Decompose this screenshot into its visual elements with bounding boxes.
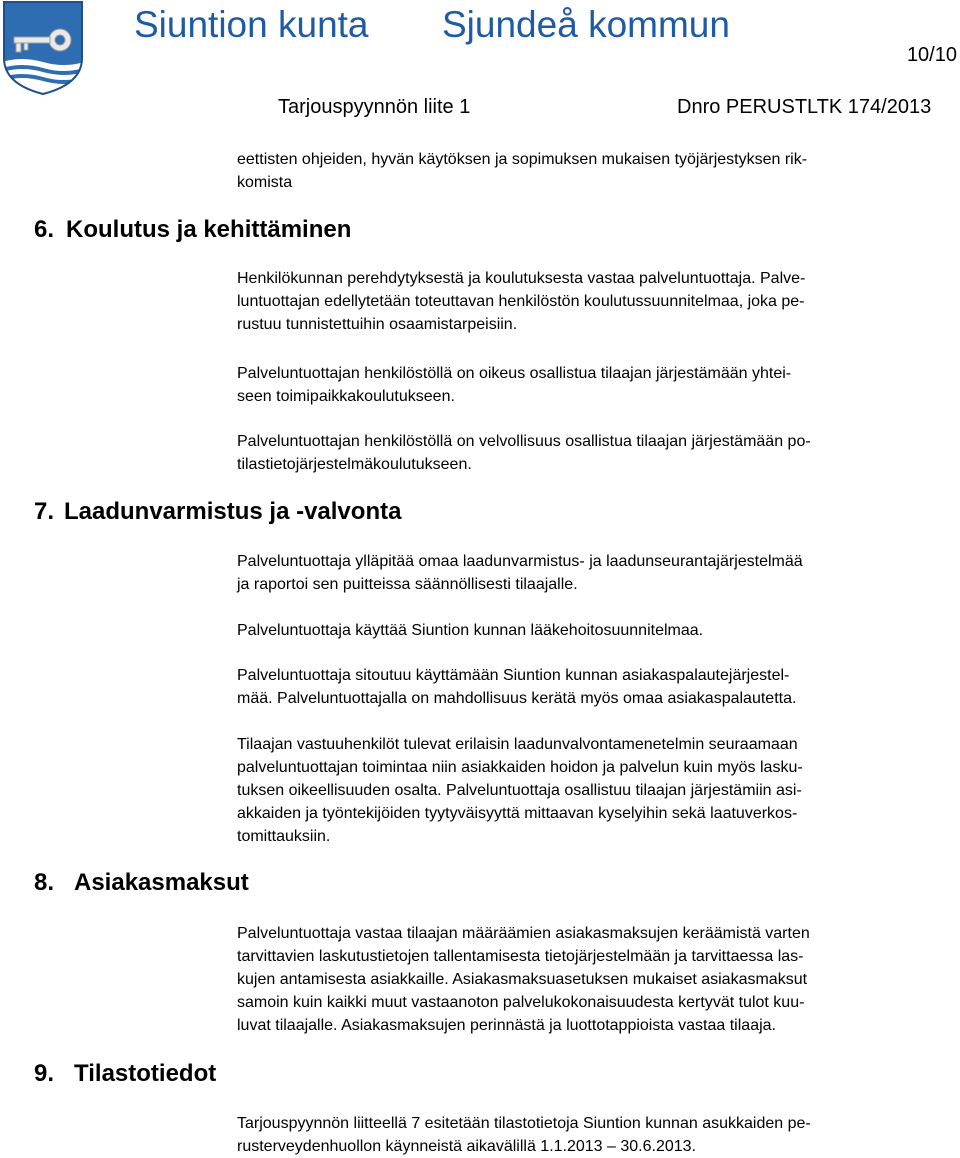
- section-heading-9: [34, 1060, 216, 1088]
- text-line: samoin kuin kaikki muut vastaanoton palvelukokonaisuudesta kertyvät tulot kuu-: [237, 994, 805, 1011]
- section-title: Laadunvarmistus ja -valvonta: [64, 498, 402, 525]
- text-line: tuksen oikeellisuuden osalta. Palveluntuottaja osallistuu tilaajan järjestämiin asi-: [237, 782, 802, 799]
- section-heading-6: [34, 216, 351, 244]
- text-line: tarvittavien laskutustietojen tallentamisesta tietojärjestelmään ja tarvittaessa las-: [237, 948, 804, 965]
- text-line: Palveluntuottaja sitoutuu käyttämään Siuntion kunnan asiakaspalautejärjestel-: [237, 667, 790, 684]
- section-title: Asiakasmaksut: [74, 869, 249, 896]
- text-line: luntuottajan edellytetään toteuttavan henkilöstön koulutussuunnitelmaa, joka pe-: [237, 293, 805, 310]
- text-line: Palveluntuottaja ylläpitää omaa laadunvarmistus- ja laadunseurantajärjestelmää: [237, 553, 803, 570]
- page-number: 10/10: [906, 44, 957, 66]
- paragraph: [237, 733, 955, 848]
- text-line: tilastietojärjestelmäkoulutukseen.: [237, 456, 472, 473]
- header-org-name-fi: Siuntion kunta: [134, 4, 369, 45]
- text-line: Tilaajan vastuuhenkilöt tulevat erilaisin laadunvalvontamenetelmin seuraamaan: [237, 736, 798, 753]
- text-line: rustuu tunnistettuihin osaamistarpeisiin.: [237, 316, 518, 333]
- section-number: 8.: [34, 869, 55, 896]
- header-org-name-sv: Sjundeå kommun: [442, 4, 730, 45]
- reference-number: Dnro PERUSTLTK 174/2013: [677, 96, 932, 118]
- text-line: akkaiden ja työntekijöiden tyytyväisyyttä mittaavan kyselyihin sekä laatuverkos-: [237, 805, 798, 822]
- paragraph: [237, 664, 955, 710]
- text-line: Palveluntuottaja vastaa tilaajan määräämien asiakasmaksujen keräämistä varten: [237, 925, 810, 942]
- text-line: rusterveydenhuollon käynneistä aikavälillä 1.1.2013 – 30.6.2013.: [237, 1138, 696, 1155]
- paragraph: [237, 362, 955, 408]
- intro-paragraph: [237, 148, 955, 194]
- text-line: Palveluntuottajan henkilöstöllä on velvollisuus osallistua tilaajan järjestämään po-: [237, 433, 811, 450]
- section-title: Koulutus ja kehittäminen: [66, 216, 352, 243]
- paragraph: [237, 922, 955, 1037]
- text-line: ja raportoi sen puitteissa säännöllisesti tilaajalle.: [237, 576, 578, 593]
- section-heading-7: [34, 498, 401, 526]
- text-line: seen toimipaikkakoulutukseen.: [237, 388, 455, 405]
- text-line: eettisten ohjeiden, hyvän käytöksen ja sopimuksen mukaisen työjärjestyksen rik-: [237, 151, 808, 168]
- paragraph: [237, 430, 955, 476]
- text-line: luvat tilaajalle. Asiakasmaksujen perinnästä ja luottotappioista vastaa tilaaja.: [237, 1017, 776, 1034]
- paragraph: [237, 619, 955, 642]
- paragraph: [237, 550, 955, 596]
- text-line: tomittauksiin.: [237, 828, 331, 845]
- paragraph: [237, 1112, 955, 1158]
- text-line: palveluntuottajan toimintaa niin asiakkaiden hoidon ja palvelun kuin myös lasku-: [237, 759, 803, 776]
- attachment-label: Tarjouspyynnön liite 1: [278, 96, 471, 118]
- section-title: Tilastotiedot: [74, 1060, 217, 1087]
- paragraph: [237, 267, 955, 336]
- section-heading-8: [34, 869, 249, 897]
- section-number: 6.: [34, 216, 55, 243]
- text-line: Tarjouspyynnön liitteellä 7 esitetään tilastotietoja Siuntion kunnan asukkaiden pe-: [237, 1115, 811, 1132]
- text-line: komista: [237, 174, 293, 191]
- text-line: Henkilökunnan perehdytyksestä ja koulutuksesta vastaa palveluntuottaja. Palve-: [237, 270, 806, 287]
- text-line: kujen antamisesta asiakkaille. Asiakasmaksuasetuksen mukaiset asiakasmaksut: [237, 971, 808, 988]
- section-number: 9.: [34, 1060, 55, 1087]
- section-number: 7.: [34, 498, 55, 525]
- text-line: mää. Palveluntuottajalla on mahdollisuus kerätä myös omaa asiakaspalautetta.: [237, 690, 797, 707]
- municipal-crest-icon: [2, 0, 84, 96]
- text-line: Palveluntuottajan henkilöstöllä on oikeus osallistua tilaajan järjestämään yhtei-: [237, 365, 792, 382]
- text-line: Palveluntuottaja käyttää Siuntion kunnan lääkehoitosuunnitelmaa.: [237, 622, 704, 639]
